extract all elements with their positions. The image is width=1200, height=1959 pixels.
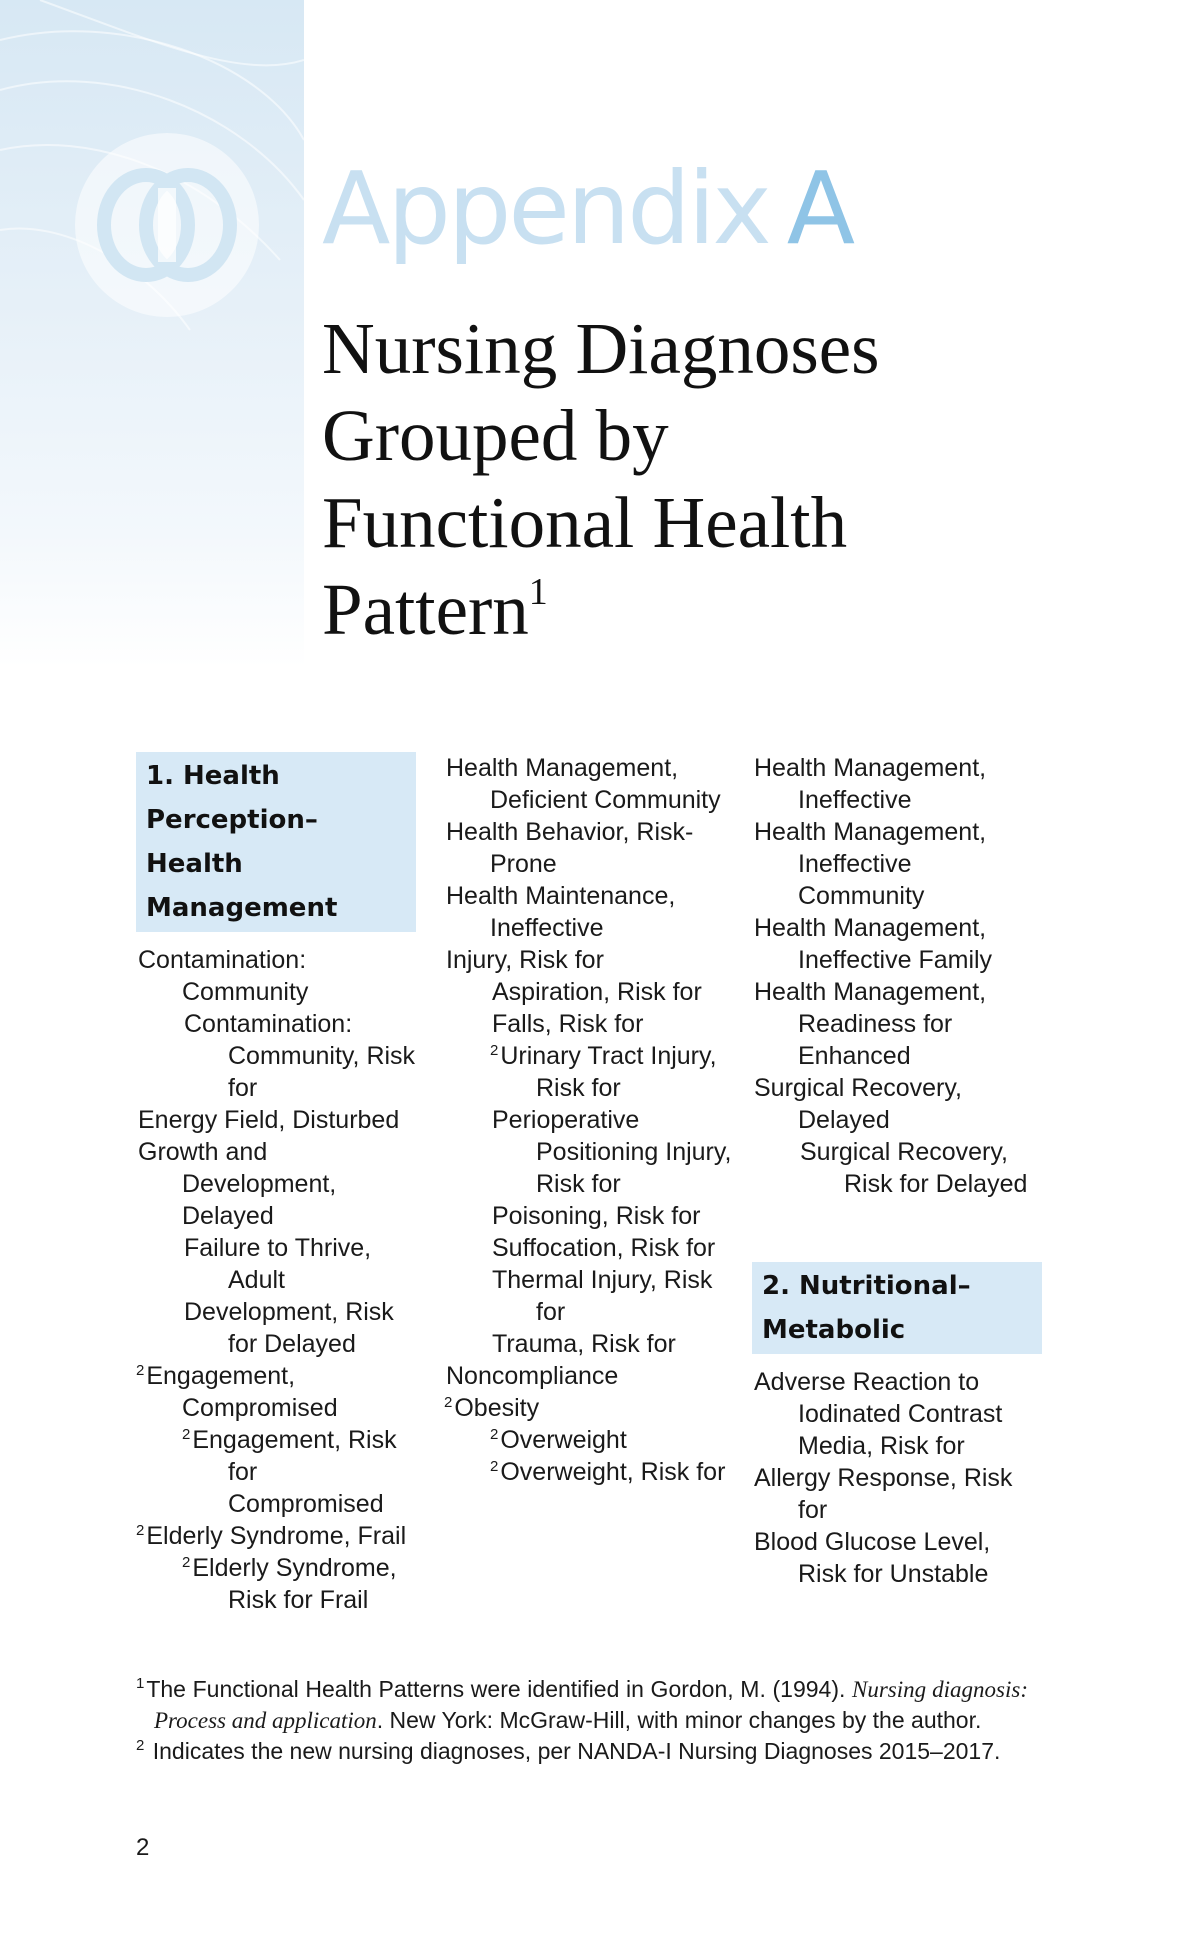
diagnosis-entry — [444, 1264, 744, 1328]
section-heading-line: 1. Health — [146, 761, 280, 791]
diagnosis-text: Health Management, Ineffective Community — [754, 818, 987, 910]
section-heading-nutritional-metabolic — [752, 1262, 1042, 1354]
title-footnote-mark: 1 — [528, 571, 548, 613]
diagnosis-text: Thermal Injury, Risk for — [492, 1266, 713, 1326]
section-heading-line: Metabolic — [762, 1315, 906, 1345]
diagnosis-entry — [136, 1520, 416, 1552]
new-diagnosis-mark: 2 — [182, 1426, 191, 1443]
diagnosis-entry — [136, 1360, 416, 1424]
diagnosis-entry — [752, 752, 1042, 816]
diagnosis-text: Risk for — [536, 1170, 621, 1198]
diagnosis-text: Health Management, Ineffective Family — [754, 914, 993, 974]
diagnosis-entry — [444, 944, 744, 976]
diagnosis-text: Allergy Response, Risk for — [754, 1464, 1013, 1524]
diagnosis-text: Trauma, Risk for — [492, 1330, 676, 1358]
diagnosis-entry — [444, 1456, 744, 1488]
diagnosis-entry — [136, 1008, 416, 1104]
appendix-letter: A — [786, 150, 853, 267]
diagnosis-text: Health Behavior, Risk-Prone — [446, 818, 694, 878]
diagnosis-entry — [444, 1040, 744, 1104]
footnote-text: Indicates the new nursing diagnoses, per NANDA-I Nursing Diagnoses 2015–2017. — [146, 1738, 1001, 1764]
new-diagnosis-mark: 2 — [490, 1426, 499, 1443]
diagnosis-text: Suffocation, Risk for — [492, 1234, 716, 1262]
diagnosis-entry — [752, 1072, 1042, 1136]
new-diagnosis-mark: 2 — [136, 1362, 145, 1379]
diagnosis-entry — [752, 912, 1042, 976]
diagnosis-text: Health Management, Deficient Community — [446, 754, 721, 814]
diagnosis-text: Overweight, Risk for — [500, 1458, 726, 1486]
new-diagnosis-mark: 2 — [490, 1458, 499, 1475]
footnote-text: The Functional Health Patterns were identified in Gordon, M. (1994). — [146, 1676, 853, 1702]
diagnosis-text: Falls, Risk for — [492, 1010, 644, 1038]
diagnosis-entry — [752, 1366, 1042, 1462]
appendix-heading — [322, 150, 852, 267]
diagnosis-text: Noncompliance — [446, 1362, 619, 1390]
diagnosis-entry — [444, 1424, 744, 1456]
diagnosis-columns — [136, 752, 1036, 1622]
diagnosis-text: Surgical Recovery, Risk for Delayed — [800, 1138, 1028, 1198]
new-diagnosis-mark: 2 — [490, 1042, 499, 1059]
diagnosis-text: Blood Glucose Level, Risk for Unstable — [754, 1528, 991, 1588]
diagnosis-entry — [136, 944, 416, 1008]
title-line: Nursing Diagnoses — [322, 308, 880, 389]
diagnosis-text: Energy Field, Disturbed — [138, 1106, 400, 1134]
footnote-mark: 1 — [136, 1675, 145, 1692]
column-2 — [444, 752, 744, 1488]
section-heading-line: 2. Nutritional– — [762, 1271, 971, 1301]
section-heading-health-perception — [136, 752, 416, 932]
diagnosis-entry — [444, 1328, 744, 1360]
diagnosis-entry — [444, 1008, 744, 1040]
page-number: 2 — [136, 1834, 150, 1861]
diagnosis-text: Development, Risk for Delayed — [184, 1298, 394, 1358]
diagnosis-text: Perioperative Positioning Injury, — [492, 1106, 732, 1166]
diagnosis-entry — [444, 1200, 744, 1232]
appendix-word: Appendix — [322, 150, 769, 267]
title-line: Pattern — [322, 569, 529, 650]
column-3 — [752, 752, 1042, 1590]
diagnosis-text: Failure to Thrive, Adult — [184, 1234, 372, 1294]
diagnosis-text: Adverse Reaction to Iodinated Contrast Media, Risk for — [754, 1368, 1003, 1460]
page-title — [322, 305, 1042, 653]
diagnosis-text: Obesity — [454, 1394, 540, 1422]
diagnosis-entry — [136, 1296, 416, 1360]
section-heading-line: Management — [146, 893, 338, 923]
diagnosis-text: Surgical Recovery, Delayed — [754, 1074, 962, 1134]
diagnosis-text: Growth and Development, Delayed — [138, 1138, 337, 1230]
decorative-swirl-lines — [0, 0, 304, 668]
diagnosis-entry — [136, 1424, 416, 1520]
diagnosis-text: Aspiration, Risk for — [492, 978, 702, 1006]
diagnosis-entry — [444, 880, 744, 944]
footnote-mark: 2 — [136, 1737, 145, 1754]
diagnosis-entry — [752, 816, 1042, 912]
diagnosis-text: Engagement, Compromised — [146, 1362, 338, 1422]
diagnosis-text: Engagement, Risk for Compromised — [192, 1426, 397, 1518]
diagnosis-text: Health Management, Readiness for Enhanced — [754, 978, 987, 1070]
diagnosis-text: Health Maintenance, Ineffective — [446, 882, 676, 942]
diagnosis-entry — [444, 1168, 744, 1200]
diagnosis-text: Injury, Risk for — [446, 946, 604, 974]
new-diagnosis-mark: 2 — [136, 1522, 145, 1539]
new-diagnosis-mark: 2 — [182, 1554, 191, 1571]
column-1 — [136, 752, 416, 1616]
diagnosis-text: Health Management, Ineffective — [754, 754, 987, 814]
diagnosis-text: Overweight — [500, 1426, 627, 1454]
diagnosis-entry — [752, 976, 1042, 1072]
diagnosis-entry — [136, 1104, 416, 1136]
diagnosis-entry — [444, 976, 744, 1008]
diagnosis-entry — [752, 1526, 1042, 1590]
diagnosis-entry — [444, 752, 744, 816]
diagnosis-text: Elderly Syndrome, Risk for Frail — [192, 1554, 397, 1614]
diagnosis-entry — [136, 1136, 416, 1232]
diagnosis-text: Contamination: Community — [138, 946, 309, 1006]
diagnosis-entry — [752, 1462, 1042, 1526]
title-line: Grouped by — [322, 395, 669, 476]
diagnosis-entry — [136, 1552, 416, 1616]
logo-mark-icon — [72, 130, 262, 320]
diagnosis-entry — [136, 1232, 416, 1296]
new-diagnosis-mark: 2 — [444, 1394, 453, 1411]
diagnosis-text: Elderly Syndrome, Frail — [146, 1522, 407, 1550]
diagnosis-text: Contamination: Community, Risk for — [184, 1010, 416, 1102]
footnotes — [136, 1674, 1028, 1766]
footnote-book-title: Nursing diagnosis: Process and application — [154, 1677, 1028, 1733]
diagnosis-text: Poisoning, Risk for — [492, 1202, 701, 1230]
diagnosis-entry — [444, 1104, 744, 1168]
diagnosis-entry — [444, 816, 744, 880]
footnote-1 — [136, 1674, 1028, 1736]
diagnosis-text: Urinary Tract Injury, Risk for — [500, 1042, 717, 1102]
footnote-2 — [136, 1736, 1028, 1766]
title-line: Functional Health — [322, 482, 848, 563]
diagnosis-entry — [444, 1232, 744, 1264]
diagnosis-entry — [444, 1360, 744, 1392]
diagnosis-entry — [444, 1392, 744, 1424]
section-heading-line: Perception–Health — [146, 805, 318, 879]
footnote-text: . New York: McGraw-Hill, with minor changes by the author. — [376, 1707, 982, 1733]
diagnosis-entry — [752, 1136, 1042, 1200]
